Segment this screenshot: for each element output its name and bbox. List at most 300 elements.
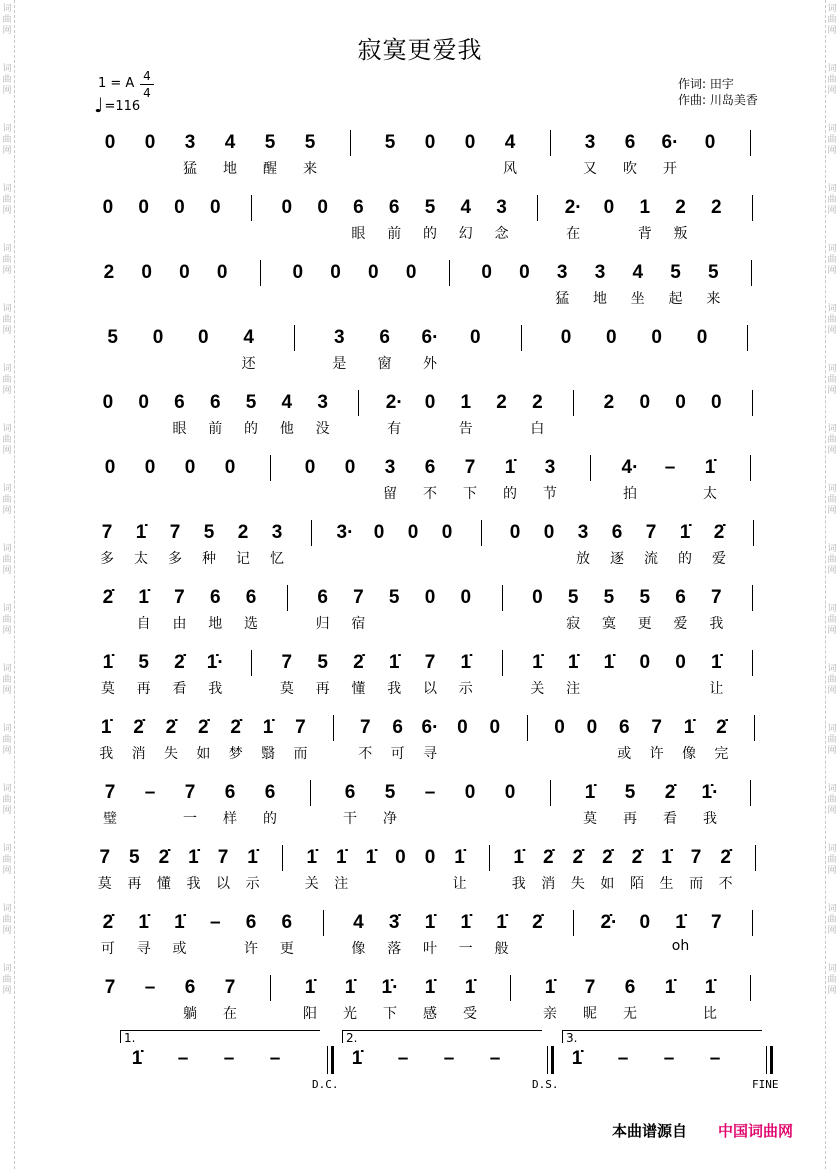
- note: 5: [245, 392, 257, 413]
- note: 2̇: [542, 847, 554, 868]
- lyric-syllable: 一: [183, 811, 197, 827]
- lyric-line: [90, 418, 780, 440]
- barline: [573, 390, 574, 416]
- watermark-glyph: 词: [2, 844, 12, 854]
- lyric-syllable: 眼: [351, 226, 366, 242]
- note: 5: [384, 782, 396, 803]
- note: 3: [496, 197, 507, 218]
- lyric-syllable: 幻: [458, 226, 473, 242]
- watermark-glyph: 曲: [2, 435, 12, 445]
- watermark-glyph: 曲: [2, 975, 12, 985]
- note: 0: [424, 847, 436, 868]
- watermark-glyph-group: [1, 64, 13, 97]
- note: 0: [424, 392, 436, 413]
- ending-note: 1̇: [131, 1048, 143, 1069]
- note: 2̇: [102, 587, 114, 608]
- note-line: [90, 323, 780, 353]
- lyric-syllable: 自: [136, 616, 151, 632]
- watermark-glyph: 网: [827, 806, 837, 816]
- note: 0: [504, 782, 516, 803]
- watermark-glyph: 网: [2, 26, 12, 36]
- note: 2̇: [353, 652, 364, 673]
- lyric-line: [90, 288, 780, 310]
- note: 0: [704, 132, 716, 153]
- watermark-glyph-group: [826, 604, 838, 637]
- lyric-syllable: 光: [343, 1006, 357, 1022]
- note: –: [209, 912, 221, 933]
- lyric-syllable: 而: [689, 876, 704, 892]
- lyric-syllable: 寻: [136, 941, 151, 957]
- note: 0: [481, 262, 492, 283]
- note: –: [424, 782, 436, 803]
- composer-credit: 作曲: 川岛美香: [678, 93, 758, 107]
- note: 1̇: [496, 912, 507, 933]
- lyric-syllable: 再: [136, 681, 151, 697]
- lyric-syllable: 还: [241, 356, 256, 372]
- barline: [287, 585, 288, 611]
- watermark-glyph: 词: [2, 544, 12, 554]
- watermark-glyph: 网: [2, 146, 12, 156]
- watermark-glyph-group: [826, 304, 838, 337]
- watermark-glyph: 曲: [827, 855, 837, 865]
- note: 7: [353, 587, 364, 608]
- note: 3: [317, 392, 328, 413]
- watermark-glyph: 曲: [2, 855, 12, 865]
- barline: [311, 520, 312, 546]
- watermark-glyph-group: [1, 604, 13, 637]
- ending-note: –: [269, 1048, 281, 1069]
- lyric-syllable: 的: [678, 551, 692, 567]
- note: 2: [711, 197, 722, 218]
- note: 0: [457, 717, 468, 738]
- note: 6: [379, 327, 390, 348]
- note: 1̇: [603, 652, 615, 673]
- lyric-syllable: 比: [703, 1006, 717, 1022]
- note: 0: [144, 132, 156, 153]
- watermark-glyph: 曲: [827, 15, 837, 25]
- lyric-syllable: 再: [127, 876, 142, 892]
- note: 0: [344, 457, 356, 478]
- note: 0: [224, 457, 236, 478]
- watermark-glyph: 网: [827, 86, 837, 96]
- barline: [502, 585, 503, 611]
- lyric-syllable: 让: [452, 876, 467, 892]
- watermark-glyph: 网: [2, 866, 12, 876]
- lyric-syllable: 没: [315, 421, 330, 437]
- lyric-syllable: 我: [99, 746, 114, 762]
- lyric-syllable: 可: [100, 941, 115, 957]
- note-line: [90, 778, 780, 808]
- watermark-glyph: 曲: [2, 555, 12, 565]
- double-barline-1: [327, 1046, 334, 1074]
- barline: [449, 260, 450, 286]
- lyric-syllable: 干: [343, 811, 357, 827]
- watermark-glyph-group: [1, 724, 13, 757]
- note: 3: [577, 522, 589, 543]
- watermark-glyph: 词: [2, 424, 12, 434]
- site-link[interactable]: 中国词曲网: [718, 1122, 794, 1140]
- watermark-glyph-group: [826, 124, 838, 157]
- lyric-line: [90, 743, 780, 765]
- note: 0: [104, 457, 116, 478]
- watermark-glyph: 曲: [2, 675, 12, 685]
- note: 0: [711, 392, 722, 413]
- note: 4: [504, 132, 516, 153]
- note: 7: [711, 587, 722, 608]
- watermark-glyph: 网: [2, 686, 12, 696]
- note: 5: [203, 522, 215, 543]
- watermark-glyph: 曲: [2, 375, 12, 385]
- barline: [310, 780, 311, 806]
- watermark-glyph: 曲: [2, 615, 12, 625]
- watermark-glyph: 曲: [2, 495, 12, 505]
- note-line: [90, 713, 780, 743]
- watermark-glyph: 曲: [2, 75, 12, 85]
- note: 7: [99, 847, 111, 868]
- lyric-line: [90, 158, 780, 180]
- watermark-glyph-group: [826, 784, 838, 817]
- lyric-syllable: 猛: [555, 291, 570, 307]
- note: 7: [104, 782, 116, 803]
- note: 3: [271, 522, 283, 543]
- lyric-syllable: 起: [668, 291, 683, 307]
- watermark-glyph: 网: [827, 146, 837, 156]
- note: 1̇: [675, 912, 686, 933]
- note: 0: [216, 262, 228, 283]
- lyric-syllable: 如: [196, 746, 211, 762]
- note: 0: [675, 652, 686, 673]
- watermark-glyph: 曲: [2, 15, 12, 25]
- lyric-line: [90, 223, 780, 245]
- note: 2̇: [165, 717, 177, 738]
- note: 1̇: [135, 522, 147, 543]
- lyric-line: [90, 678, 780, 700]
- note: 1̇·: [701, 782, 719, 803]
- lyric-syllable: 忆: [270, 551, 284, 567]
- credits: [678, 76, 758, 108]
- ending-note: –: [709, 1048, 721, 1069]
- note: 3: [384, 457, 396, 478]
- note: 2̇: [713, 522, 725, 543]
- note: 6·: [661, 132, 679, 153]
- note: 6: [618, 717, 630, 738]
- note: 0: [292, 262, 304, 283]
- watermark-glyph-group: [826, 244, 838, 277]
- lyric-syllable: 下: [463, 486, 477, 502]
- note: 3: [184, 132, 196, 153]
- note: 0: [696, 327, 708, 348]
- lyric-syllable: 的: [423, 226, 437, 242]
- note-line: [90, 648, 780, 678]
- lyric-syllable: 消: [541, 876, 556, 892]
- watermark-glyph: 曲: [827, 495, 837, 505]
- volta-1: 1.: [120, 1030, 320, 1043]
- lyric-syllable: 逐: [610, 551, 624, 567]
- note: 1̇: [388, 652, 400, 673]
- note: 0: [464, 132, 476, 153]
- barline: [550, 130, 551, 156]
- watermark-glyph: 曲: [2, 795, 12, 805]
- watermark-glyph-group: [826, 364, 838, 397]
- note: 2̇: [664, 782, 676, 803]
- barline: [502, 650, 503, 676]
- lyric-syllable: 落: [387, 941, 402, 957]
- barline: [521, 325, 522, 351]
- note: 0: [639, 652, 651, 673]
- lyric-syllable: 翳: [261, 746, 276, 762]
- watermark-glyph: 网: [827, 746, 837, 756]
- note: 1̇: [584, 782, 596, 803]
- watermark-glyph: 词: [827, 184, 837, 194]
- lyric-syllable: 归: [315, 616, 330, 632]
- watermark-glyph: 词: [2, 244, 12, 254]
- note: 2̇: [133, 717, 144, 738]
- watermark-glyph: 网: [827, 26, 837, 36]
- watermark-glyph-group: [826, 484, 838, 517]
- lyric-syllable: 的: [263, 811, 277, 827]
- note: 1̇: [138, 587, 149, 608]
- note: 2̇: [720, 847, 731, 868]
- lyric-syllable: 受: [463, 1006, 477, 1022]
- score-row: [90, 128, 780, 184]
- barline: [590, 455, 591, 481]
- watermark-glyph: 网: [2, 986, 12, 996]
- lyric-syllable: 我: [387, 681, 402, 697]
- watermark-glyph-group: [1, 424, 13, 457]
- watermark-glyph: 网: [827, 986, 837, 996]
- watermark-glyph-group: [826, 664, 838, 697]
- ending-notes: [90, 1044, 780, 1074]
- note: 3: [334, 327, 345, 348]
- note: 1: [639, 197, 651, 218]
- watermark-glyph-group: [1, 364, 13, 397]
- note: 1̇: [100, 717, 112, 738]
- lyric-syllable: 宿: [351, 616, 366, 632]
- note: 1̇: [454, 847, 465, 868]
- watermark-glyph: 曲: [2, 135, 12, 145]
- lyric-syllable: 更: [637, 616, 652, 632]
- note: 1̇: [504, 457, 516, 478]
- watermark-glyph: 词: [827, 904, 837, 914]
- barline: [510, 975, 511, 1001]
- lyric-syllable: 感: [423, 1006, 437, 1022]
- note: 7: [104, 977, 116, 998]
- note: 2̇: [716, 717, 727, 738]
- note: 4: [632, 262, 644, 283]
- time-signature-bottom: 4: [140, 84, 154, 101]
- lyric-syllable: 失: [163, 746, 178, 762]
- note: 0: [424, 587, 436, 608]
- song-title: 寂寞更爱我: [357, 36, 483, 64]
- ending-note: –: [617, 1048, 629, 1069]
- lyric-syllable: 看: [172, 681, 187, 697]
- watermark-glyph: 网: [827, 686, 837, 696]
- lyric-syllable: 完: [714, 746, 729, 762]
- lyric-syllable: 莫: [100, 681, 115, 697]
- watermark-glyph: 曲: [827, 195, 837, 205]
- watermark-glyph: 曲: [827, 375, 837, 385]
- watermark-glyph: 曲: [2, 735, 12, 745]
- ending-note: –: [397, 1048, 409, 1069]
- lyric-syllable: 在: [223, 1006, 237, 1022]
- note: 2: [237, 522, 249, 543]
- barline: [750, 455, 751, 481]
- note: 1̇: [460, 912, 472, 933]
- note: 0: [675, 392, 686, 413]
- barline: [294, 325, 295, 351]
- note: –: [144, 782, 156, 803]
- lyric-syllable: 莫: [583, 811, 597, 827]
- note: 0: [138, 392, 149, 413]
- watermark-glyph: 词: [827, 4, 837, 14]
- ending-note: –: [177, 1048, 189, 1069]
- lyric-syllable: 的: [244, 421, 259, 437]
- lyric-syllable: 无: [623, 1006, 637, 1022]
- lyric-syllable: 的: [503, 486, 517, 502]
- lyric-syllable: 叶: [423, 941, 437, 957]
- lyric-syllable: 关: [304, 876, 319, 892]
- note: 2: [675, 197, 686, 218]
- lyric-syllable: 风: [503, 161, 517, 177]
- note: 1̇: [460, 652, 472, 673]
- lyric-syllable: 节: [543, 486, 557, 502]
- note: 7: [424, 652, 436, 673]
- note: 5: [708, 262, 719, 283]
- score-row: [90, 258, 780, 314]
- score-row: [90, 388, 780, 444]
- lyric-syllable: 来: [706, 291, 721, 307]
- note: 0: [407, 522, 419, 543]
- note: 1̇: [336, 847, 347, 868]
- note: 0: [209, 197, 221, 218]
- lyric-syllable: 我: [186, 876, 201, 892]
- lyric-line: [90, 353, 780, 375]
- watermark-glyph: 网: [827, 446, 837, 456]
- note-line: [90, 583, 780, 613]
- barline: [747, 325, 748, 351]
- lyric-syllable: 流: [644, 551, 658, 567]
- note: 3: [584, 132, 596, 153]
- watermark-glyph: 曲: [827, 315, 837, 325]
- note: 0: [184, 457, 196, 478]
- watermark-glyph: 曲: [827, 975, 837, 985]
- watermark-glyph-group: [826, 904, 838, 937]
- note: 5: [670, 262, 681, 283]
- watermark-glyph-group: [1, 964, 13, 997]
- lyric-syllable: 白: [530, 421, 545, 437]
- barline: [755, 845, 756, 871]
- lyric-syllable: 躺: [183, 1006, 197, 1022]
- barline: [752, 195, 753, 221]
- note: 6: [281, 912, 293, 933]
- note: 1̇: [102, 652, 114, 673]
- lyric-line: [90, 938, 780, 960]
- lyric-syllable: 不: [358, 746, 373, 762]
- lyric-syllable: 眼: [172, 421, 187, 437]
- source-label: 本曲谱源自: [612, 1122, 688, 1140]
- note: 2̇: [198, 717, 209, 738]
- barline: [751, 260, 752, 286]
- lyric-syllable: 寂: [566, 616, 581, 632]
- note: 1̇: [679, 522, 691, 543]
- barline: [550, 780, 551, 806]
- lyric-syllable: 亲: [543, 1006, 557, 1022]
- note: 2̇: [572, 847, 584, 868]
- note-line: [90, 193, 780, 223]
- watermark-glyph-group: [826, 184, 838, 217]
- watermark-glyph: 曲: [2, 195, 12, 205]
- watermark-glyph-group: [1, 784, 13, 817]
- watermark-glyph: 词: [827, 784, 837, 794]
- lyric-syllable: 让: [709, 681, 724, 697]
- note: 5: [624, 782, 636, 803]
- lyric-syllable: 而: [293, 746, 308, 762]
- ending-note: –: [223, 1048, 235, 1069]
- note: 7: [184, 782, 196, 803]
- lyric-syllable: 注: [566, 681, 581, 697]
- final-barline: [766, 1046, 773, 1074]
- note: 0: [198, 327, 209, 348]
- score-row: [90, 973, 780, 1029]
- note: 5: [639, 587, 651, 608]
- watermark-glyph-group: [1, 124, 13, 157]
- note: 5: [264, 132, 276, 153]
- lyric-line: [90, 873, 780, 895]
- score-row: [90, 518, 780, 574]
- barline: [752, 910, 753, 936]
- watermark-glyph: 网: [2, 566, 12, 576]
- note: 6: [388, 197, 400, 218]
- note: 1̇: [306, 847, 318, 868]
- note-line: [90, 908, 780, 938]
- double-barline-2: [547, 1046, 554, 1074]
- lyric-syllable: 以: [216, 876, 231, 892]
- lyric-syllable: 又: [583, 161, 597, 177]
- note: 4: [243, 327, 254, 348]
- barline: [750, 130, 751, 156]
- note: 0: [532, 587, 543, 608]
- note: 0: [104, 132, 116, 153]
- note: 0: [509, 522, 521, 543]
- note: 7: [711, 912, 722, 933]
- watermark-glyph: 词: [2, 784, 12, 794]
- note: 0: [144, 457, 156, 478]
- watermark-glyph: 词: [2, 724, 12, 734]
- lyric-syllable: 他: [279, 421, 294, 437]
- lyric-syllable: 告: [458, 421, 473, 437]
- watermark-glyph: 网: [827, 386, 837, 396]
- barline: [333, 715, 334, 741]
- watermark-glyph: 词: [2, 604, 12, 614]
- note: 7: [584, 977, 596, 998]
- note: 2̇: [102, 912, 114, 933]
- lyric-syllable: 是: [332, 356, 347, 372]
- note: 4: [281, 392, 293, 413]
- watermark-glyph: 网: [827, 566, 837, 576]
- watermark-glyph: 词: [827, 304, 837, 314]
- watermark-glyph: 曲: [827, 255, 837, 265]
- watermark-glyph: 曲: [827, 75, 837, 85]
- note: 6: [675, 587, 686, 608]
- note: 2: [532, 392, 543, 413]
- note: 6: [424, 457, 436, 478]
- note: 2̇: [631, 847, 643, 868]
- lyric-syllable: 选: [244, 616, 259, 632]
- watermark-glyph: 曲: [2, 315, 12, 325]
- note: 3: [556, 262, 568, 283]
- note: 7: [217, 847, 229, 868]
- lyric-syllable: 许: [244, 941, 259, 957]
